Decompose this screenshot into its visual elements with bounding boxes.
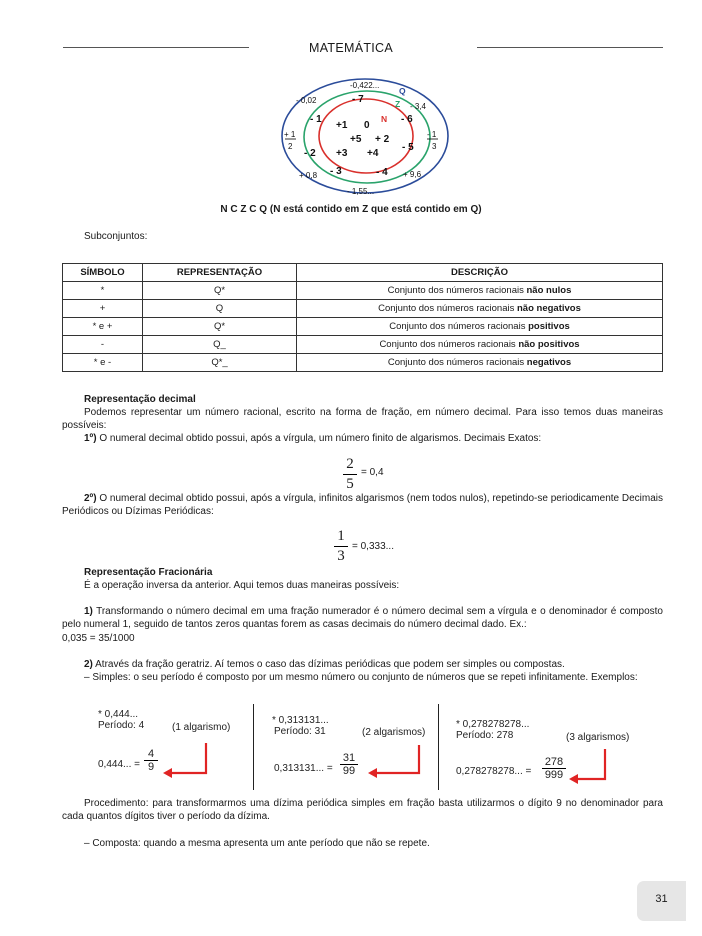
method-1-example: 0,035 = 35/1000 [62,633,135,644]
label-n: N [381,114,388,124]
arrow-1 [172,743,206,773]
simples-text: – Simples: o seu período é composto por um mesmo número ou conjunto de números que se repeti infinitamente. Exemplos: [84,672,638,683]
example-note: (2 algarismos) [362,727,426,738]
n-value: +1 [336,120,348,131]
q-value: - 1,55... [347,187,375,196]
fraction-2-5 [343,456,357,493]
table-cell [297,354,663,372]
desc-bold: não nulos [526,285,572,296]
fraction-numerator: 4 [147,748,155,760]
z-value: - 3 [330,166,342,177]
example-lhs: 0,278278278... = [456,766,532,777]
decimal-case1 [84,432,663,445]
arrow-3 [578,749,605,779]
section-title-decimal: Representação decimal [84,394,196,405]
decimal-intro: Podemos representar um número racional, escrito na forma de fração, em número decimal. Para isso temos duas maneiras possíveis: [62,407,663,431]
method-2-text: Através da fração geratriz. Aí temos o caso das dízimas periódicas que podem ser simples ou compostas. [92,659,565,670]
n-value: +4 [367,148,379,159]
case2-text: O numeral decimal obtido possui, após a vírgula, infinitos algarismos (nem todos nulos), repetindo-se periodicamente Decimais Periódicos ou Dízimas Periódicas: [62,493,663,517]
table-cell: - [63,336,143,354]
diagram-caption: N C Z C Q (N está contido em Z que está contido em Q) [220,204,482,215]
method-2-label: 2) [84,659,93,670]
n-value: +3 [336,148,348,159]
label-z: Z [395,99,401,109]
desc-bold: negativos [526,357,572,368]
table-cell [297,336,663,354]
z-value: - 7 [352,94,364,105]
q-value: -0,422... [350,81,380,90]
set-n-ellipse [319,99,413,173]
label-q: Q [399,86,406,96]
arrowhead-2 [368,768,377,778]
desc-bold: positivos [528,321,570,332]
q-value: - 3,4 [410,102,427,111]
case2-label: 2º) [84,493,97,504]
procedimento-text: Procedimento: para transformarmos uma dízima periódica simples em fração basta utilizarmos o dígito 9 no denominador para cada quantos dígitos tiver o período da dízima. [62,798,663,822]
q-value: - 1 [427,130,437,139]
table-cell: Q*_ [143,354,297,372]
set-diagram [280,76,450,198]
desc-text: Conjunto dos números racionais [378,303,517,314]
arrow-2 [377,745,419,773]
z-value: - 5 [402,142,414,153]
desc-bold: não positivos [518,339,580,350]
q-value: + 0,8 [299,171,318,180]
table-cell: + [63,300,143,318]
example-note: (1 algarismo) [172,722,231,733]
table-row [63,300,663,318]
table-cell: Q* [143,282,297,300]
z-value: - 4 [376,167,388,178]
fraction-numerator: 1 [337,528,345,544]
table-row [63,354,663,372]
n-value: +5 [350,134,362,145]
n-value: 0 [364,120,370,131]
table-cell: Q_ [143,336,297,354]
case1-label: 1º) [84,433,97,444]
fraction-bar [343,474,357,475]
fraction-denominator: 3 [337,548,345,564]
desc-text: Conjunto dos números racionais [387,285,527,296]
fraction-result: = 0,4 [361,467,384,478]
arrowhead-3 [569,774,578,784]
example-value: * 0,278278278... [456,719,530,730]
table-row [63,336,663,354]
table-cell: * e + [63,318,143,336]
desc-text: Conjunto dos números racionais [387,357,527,368]
table-header: REPRESENTAÇÃO [143,264,297,282]
fraction-numerator: 2 [346,456,354,472]
q-value: 3 [432,142,437,151]
arrowhead-1 [163,768,172,778]
fraction-denominator: 5 [346,476,354,492]
table-row [63,318,663,336]
q-value: + 9,6 [403,170,422,179]
q-value: + 1 [284,130,296,139]
table-cell [297,282,663,300]
table-row [63,282,663,300]
fraction-1-3 [334,528,348,565]
example-period: Período: 278 [456,730,514,741]
fraction-denominator: 999 [544,769,564,781]
subsets-table [62,263,663,372]
fracionaria-intro: É a operação inversa da anterior. Aqui temos duas maneiras possíveis: [84,580,400,591]
example-value: * 0,444... [98,709,139,720]
example-period: Período: 4 [98,720,145,731]
fraction-numerator: 278 [544,756,564,768]
desc-text: Conjunto dos números racionais [389,321,529,332]
method-2 [62,658,663,671]
table-cell: Q [143,300,297,318]
table-header: SÍMBOLO [63,264,143,282]
table-cell: Q* [143,318,297,336]
example-lhs: 0,444... = [98,759,140,770]
fraction-denominator: 9 [147,761,155,773]
desc-bold: não negativos [517,303,581,314]
example-lhs: 0,313131... = [274,763,333,774]
desc-text: Conjunto dos números racionais [379,339,519,350]
table-cell [297,300,663,318]
method-1-text: Transformando o número decimal em uma fração numerador é o número decimal sem a vírgula e o denominador é composto pelo numeral 1, seguido de tantos zeros quantas forem as casas decimais do número decimal dado. Ex.: [62,606,663,630]
z-value: - 2 [304,148,316,159]
table-cell: * e - [63,354,143,372]
example-note: (3 algarismos) [566,732,630,743]
fraction-denominator: 99 [342,765,356,777]
z-value: - 6 [401,114,413,125]
fraction-numerator: 31 [342,752,356,764]
example-value: * 0,313131... [272,715,329,726]
fraction-bar [334,546,348,547]
subconjuntos-label: Subconjuntos: [84,231,148,242]
fraction-result: = 0,333... [352,541,394,552]
z-value: - 1 [310,114,322,125]
table-cell: * [63,282,143,300]
n-value: + 2 [375,134,390,145]
table-cell [297,318,663,336]
example-arrows [0,700,702,790]
page-title: MATEMÁTICA [308,41,394,55]
table-header-row [63,264,663,282]
page-number: 31 [655,893,668,905]
table-header: DESCRIÇÃO [297,264,663,282]
decimal-case2 [62,492,663,518]
case1-text: O numeral decimal obtido possui, após a vírgula, um número finito de algarismos. Decimais Exatos: [96,433,542,444]
section-title-fracionaria: Representação Fracionária [84,567,213,578]
example-period: Período: 31 [274,726,326,737]
q-value: 2 [288,142,293,151]
q-value: - 0,02 [296,96,317,105]
method-1 [62,605,663,631]
method-1-label: 1) [84,606,93,617]
composta-text: – Composta: quando a mesma apresenta um ante período que não se repete. [84,838,430,849]
